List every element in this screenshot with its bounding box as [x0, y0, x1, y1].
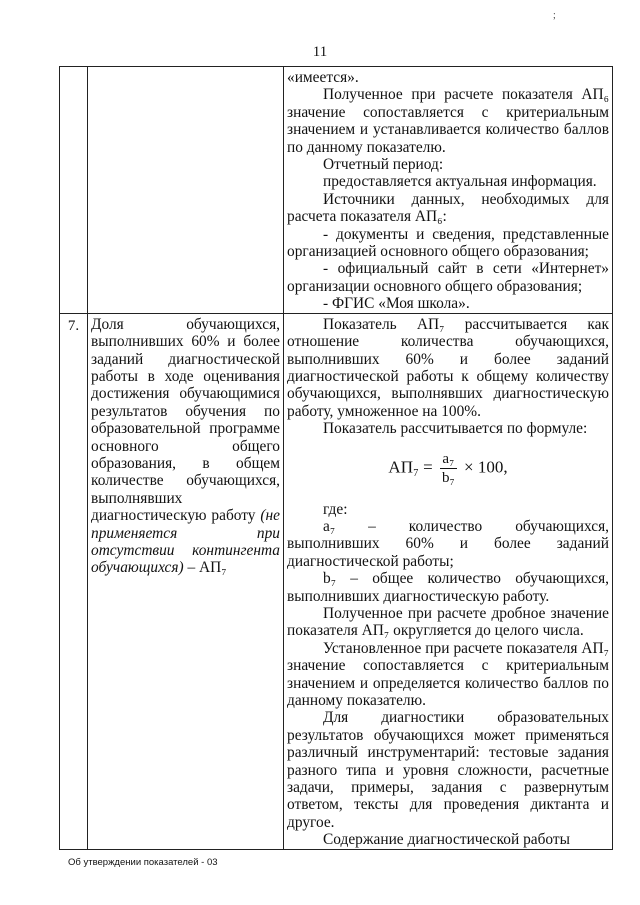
tools-note: Для диагностики образовательных результатов обучающихся может применяться различный инструментарий: тестовые задания разного типа и уровня сложности, расчетные задачи, примеры, задания с развернутым ответом, тексты для проведения диктанта и другое.	[287, 709, 609, 831]
corner-mark: ;	[553, 10, 556, 21]
table-row	[60, 67, 613, 314]
row1-text-4: предоставляется актуальная информация.	[323, 173, 597, 191]
row2-number-cell	[60, 313, 88, 849]
row1-text-2: Полученное при расчете показателя АП₆ значение сопоставляется с критериальным значением и устанавливается количество баллов по данному показателю.	[287, 86, 609, 156]
row1-description-cell	[284, 67, 613, 314]
table-row	[60, 313, 613, 849]
formula-intro: Показатель рассчитывается по формуле:	[323, 420, 588, 438]
comparison-note: Установленное при расчете показателя АП₇ значение сопоставляется с критериальным значением и определяется количество баллов по данному показателю.	[287, 639, 609, 709]
definition-b: b₇ – общее количество обучающихся, выполнивших диагностическую работу.	[287, 570, 609, 605]
indicator-name	[88, 314, 283, 577]
calc-description: Показатель АП₇ рассчитывается как отношение количества обучающихся, выполнивших 60% и более заданий диагностической работы к общему количеству обучающихся, выполнявших диагностическую работу, умноженное на 100%.	[287, 315, 609, 420]
rounding-note: Полученное при расчете дробное значение показателя АП₇ округляется до целого числа.	[287, 604, 609, 640]
row-number: 7.	[67, 317, 80, 334]
row1-text-3: Отчетный период:	[323, 156, 444, 174]
row1-text-5: Источники данных, необходимых для расчета показателя АП₆:	[287, 190, 609, 226]
row1-name-cell	[88, 67, 284, 314]
page-number: 11	[312, 44, 328, 60]
formula-denominator: b₇	[442, 469, 455, 486]
row1-text-7: - официальный сайт в сети «Интернет» организации основного общего образования;	[287, 260, 609, 295]
formula-lhs: АП₇ =	[388, 456, 433, 476]
row1-text-8: - ФГИС «Моя школа».	[323, 295, 470, 313]
where-label: где:	[323, 500, 348, 518]
indicator-name-note: (не применяется при отсутствии контингента обучающихся)	[91, 507, 280, 577]
row1-text-1: «имеется».	[287, 69, 359, 86]
indicator-name-code: – АП₇	[183, 559, 227, 577]
row1-text-6: - документы и сведения, представленные организацией основного общего образования;	[287, 225, 609, 261]
row2-name-cell	[88, 313, 284, 849]
footer-note: Об утверждении показателей - 03	[68, 857, 218, 868]
definition-a: a₇ – количество обучающихся, выполнивших 60% и более заданий диагностической работы;	[287, 517, 609, 570]
formula-fraction	[440, 450, 457, 487]
indicator-name-text: Доля обучающихся, выполнивших 60% и более заданий диагностической работы в ходе оценивания достижения обучающимися результатов обучения по образовательной программе основного общего образования, в общем количестве обучающихся, выполнявших диагностическую работу	[91, 315, 280, 525]
formula	[287, 450, 609, 487]
row2-description-cell	[284, 313, 613, 849]
formula-numerator: a₇	[440, 450, 457, 469]
row1-number-cell	[60, 67, 88, 314]
content-note: Содержание диагностической работы	[323, 831, 570, 849]
indicators-table	[59, 66, 613, 850]
formula-rhs: × 100,	[463, 456, 508, 476]
